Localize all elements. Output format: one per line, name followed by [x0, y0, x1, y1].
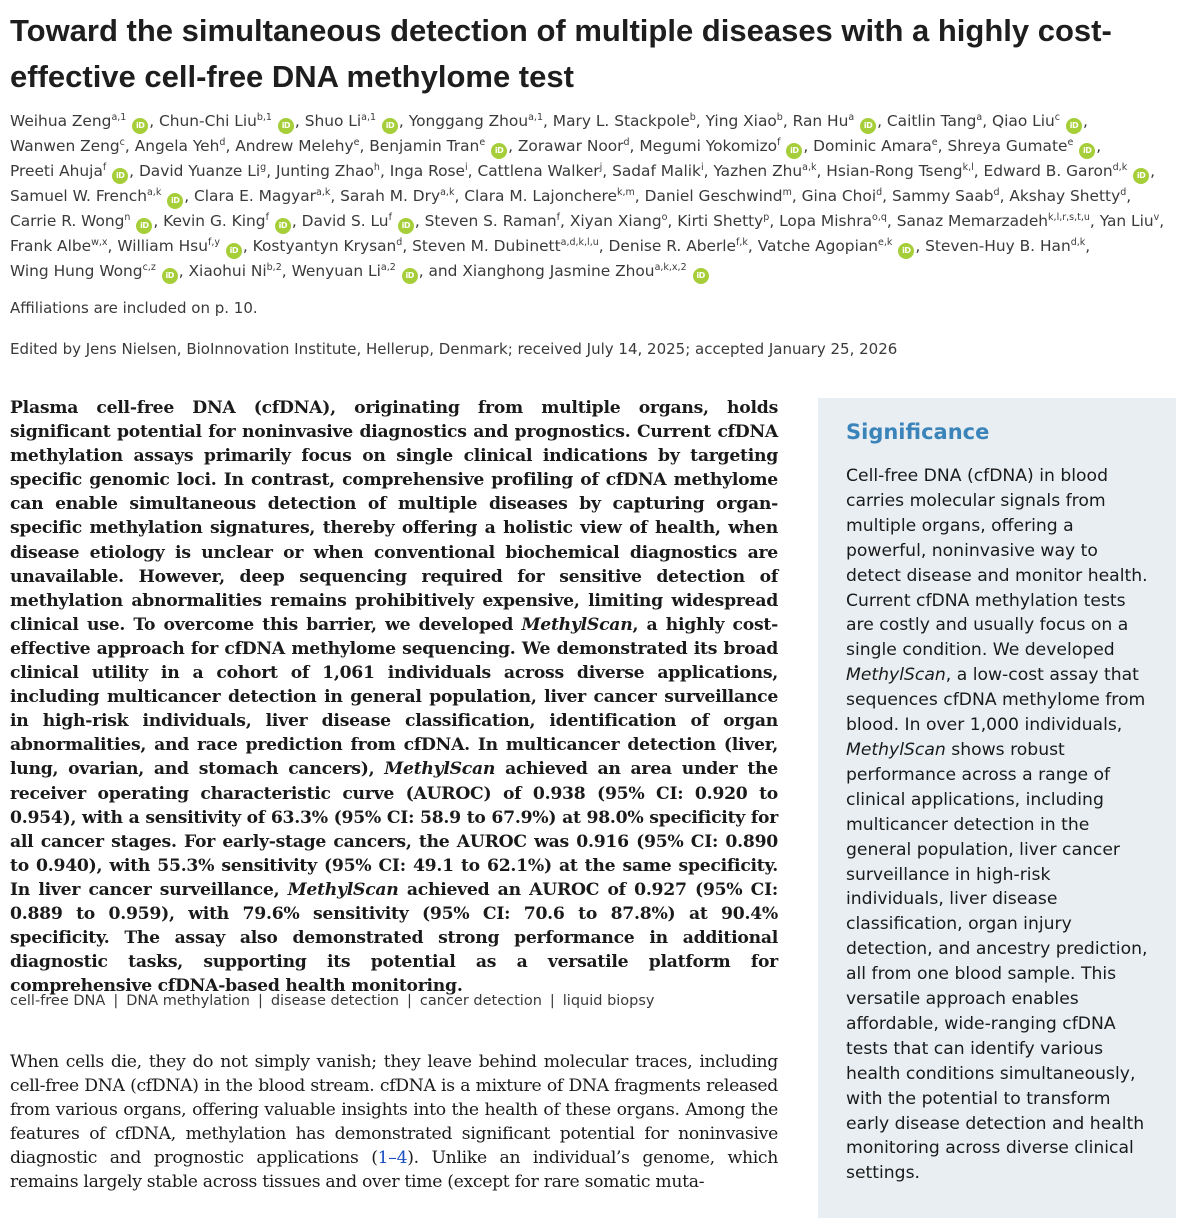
author[interactable]: Sadaf Malik$^i$ — [612, 162, 704, 180]
author[interactable]: Yonggang Zhou$^{a,1}$ — [408, 112, 543, 130]
author[interactable]: and Xianghong Jasmine Zhou$^{a,k,x,2}$ iD — [429, 262, 710, 280]
author-affiliation-marker: d — [1120, 187, 1127, 198]
author-affiliation-marker: a,k — [146, 187, 162, 198]
author[interactable]: Sammy Saab$^d$ — [891, 187, 1000, 205]
author[interactable]: Kirti Shetty$^p$ — [677, 212, 770, 230]
author-row: Samuel W. French$^{a,k}$ iD , Clara E. Magyar$^{a,k}$, Sarah M. Dry$^{a,k}$, Clara M. Lajonchere$^{k,m}$, Daniel Geschwind$^m$, Gina Choi$^d$, Sammy Saab$^d$, Akshay Shetty$^d$, — [10, 184, 1195, 209]
significance-line: Cell-free DNA (cfDNA) in blood — [846, 466, 1108, 486]
author-affiliation-marker: e — [353, 137, 360, 148]
orcid-icon[interactable]: iD — [898, 243, 914, 259]
keyword-list — [10, 993, 655, 1009]
orcid-icon[interactable]: iD — [398, 218, 414, 234]
author-affiliation-marker: a,2 — [380, 262, 396, 273]
author[interactable]: Qiao Liu$^c$ iD — [992, 112, 1083, 130]
keyword[interactable]: cell-free DNA — [10, 993, 106, 1009]
affiliations-note: Affiliations are included on p. 10. — [10, 299, 258, 317]
author[interactable]: Yan Liu$^v$ — [1099, 212, 1160, 230]
author-affiliation-marker: b,2 — [266, 262, 282, 273]
significance-line: early disease detection and health — [846, 1113, 1145, 1134]
author[interactable]: Ying Xiao$^b$ — [705, 112, 783, 130]
author[interactable]: Samuel W. French$^{a,k}$ iD — [10, 187, 184, 205]
author-affiliation-marker: a — [976, 112, 983, 123]
reference-link[interactable]: 1–4 — [377, 1148, 408, 1169]
significance-box — [818, 398, 1176, 1218]
author[interactable]: Clara E. Magyar$^{a,k}$ — [194, 187, 331, 205]
significance-line: individuals, liver disease — [846, 889, 1058, 910]
significance-line: settings. — [846, 1163, 921, 1184]
author-affiliation-marker: e — [931, 137, 938, 148]
author[interactable]: Junting Zhao$^h$ — [275, 162, 380, 180]
orcid-icon[interactable]: iD — [167, 193, 183, 209]
author[interactable]: Caitlin Tang$^a$ — [886, 112, 983, 130]
orcid-icon[interactable]: iD — [162, 268, 178, 284]
orcid-icon[interactable]: iD — [786, 143, 802, 159]
author-affiliation-marker: d — [993, 187, 1000, 198]
intro-paragraph — [10, 1050, 778, 1195]
author[interactable]: Carrie R. Wong$^n$ iD — [10, 212, 153, 230]
author-affiliation-marker: g — [260, 162, 267, 173]
author-affiliation-marker: d — [876, 187, 883, 198]
significance-line: single condition. We developed — [846, 640, 1115, 661]
author[interactable]: Frank Albe$^{w,x}$ — [10, 237, 108, 255]
italic-term: MethylScan — [846, 739, 946, 760]
significance-line: tests that can identify various — [846, 1038, 1104, 1059]
author-affiliation-marker: f — [102, 162, 107, 173]
orcid-icon[interactable]: iD — [491, 143, 507, 159]
author-affiliation-marker: o,q — [872, 212, 887, 223]
significance-line: detect disease and monitor health. — [846, 565, 1148, 586]
orcid-icon[interactable]: iD — [112, 168, 128, 184]
significance-line: clinical applications, including — [846, 789, 1104, 810]
author[interactable]: Cattlena Walker$^j$ — [477, 162, 603, 180]
significance-line: general population, liver cancer — [846, 839, 1120, 860]
author[interactable]: Sanaz Memarzadeh$^{k,l,r,s,t,u}$ — [896, 212, 1090, 230]
author[interactable]: Kostyantyn Krysan$^d$ — [252, 237, 403, 255]
author-affiliation-marker: i — [700, 162, 704, 173]
author-affiliation-marker: f,k — [736, 237, 748, 248]
keyword[interactable]: liquid biopsy — [562, 993, 655, 1009]
significance-line: carries molecular signals from — [846, 490, 1106, 511]
author[interactable]: Sarah M. Dry$^{a,k}$ — [340, 187, 455, 205]
author-affiliation-marker: a,1 — [361, 112, 377, 123]
significance-line: versatile approach enables — [846, 989, 1079, 1010]
italic-term: MethylScan — [287, 879, 399, 900]
keyword-separator: | — [549, 993, 555, 1009]
author-affiliation-marker: d — [623, 137, 630, 148]
italic-term: MethylScan — [384, 759, 496, 780]
author[interactable]: Ran Hu$^a$ iD — [793, 112, 878, 130]
keyword[interactable]: DNA methylation — [126, 993, 250, 1009]
author-affiliation-marker: a,1 — [528, 112, 543, 123]
editor-and-dates: Edited by Jens Nielsen, BioInnovation Institute, Hellerup, Denmark; received July 14, 2025; accepted January 25, 2026 — [10, 340, 898, 358]
keyword[interactable]: cancer detection — [419, 993, 542, 1009]
author-affiliation-marker: b — [689, 112, 696, 123]
significance-line: are costly and usually focus on a — [846, 615, 1129, 636]
author-affiliation-marker: a,k — [316, 187, 331, 198]
author-row: Preeti Ahuja$^f$ iD , David Yuanze Li$^g$, Junting Zhao$^h$, Inga Rose$^i$, Cattlena Walker$^j$, Sadaf Malik$^i$, Yazhen Zhu$^{a,k}$, Hsian-Rong Tseng$^{k,l}$, Edward B. Garon$^{d,k}$ iD , — [10, 159, 1195, 184]
author-affiliation-marker: c — [119, 137, 125, 148]
author-affiliation-marker: k,l,r,s,t,u — [1048, 212, 1090, 223]
author-affiliation-marker: b,1 — [256, 112, 272, 123]
italic-term: MethylScan — [846, 665, 946, 686]
author[interactable]: Daniel Geschwind$^m$ — [644, 187, 792, 205]
significance-heading: Significance — [846, 420, 990, 444]
orcid-icon[interactable]: iD — [693, 268, 709, 284]
article-title: Toward the simultaneous detection of multiple diseases with a highly cost-effective cell-free DNA methylome test — [10, 13, 1112, 94]
author-affiliation-marker: f — [556, 212, 561, 223]
author-affiliation-marker: i — [465, 162, 468, 173]
orcid-icon[interactable]: iD — [382, 118, 398, 134]
author-affiliation-marker: e — [1067, 137, 1074, 148]
keyword-separator: | — [257, 993, 263, 1009]
orcid-icon[interactable]: iD — [136, 218, 152, 234]
significance-line: affordable, wide-ranging cfDNA — [846, 1013, 1116, 1034]
keyword-separator: | — [113, 993, 119, 1009]
author[interactable]: William Hsu$^{f,y}$ iD — [117, 237, 243, 255]
italic-term: MethylScan — [521, 614, 633, 635]
author[interactable]: Andrew Melehy$^e$ — [235, 137, 360, 155]
author-row: Wing Hung Wong$^{c,z}$ iD , Xiaohui Ni$^{b,2}$, Wenyuan Li$^{a,2}$ iD , and Xianghong Jasmine Zhou$^{a,k,x,2}$ iD — [10, 259, 1195, 284]
significance-line: powerful, noninvasive way to — [846, 540, 1098, 561]
author[interactable]: David S. Lu$^f$ iD — [302, 212, 415, 230]
significance-line: multicancer detection in the — [846, 814, 1090, 835]
author-affiliation-marker: c,z — [142, 262, 156, 273]
author-affiliation-marker: k,l — [962, 162, 974, 173]
abstract-text: Plasma cell-free DNA (cfDNA), originating from multiple organs, holds significant potential for noninvasive diagnostics and prognostics. Current cfDNA methylation assays primarily focus on single clinical indications by targeting specific genomic loci. In contrast, comprehensive profiling of cfDNA methylome can enable simultaneous detection of multiple diseases by capturing organ-specific methylation signatures, thereby offering a holistic view of health, when disease etiology is unclear or when conventional biochemical diagnostics are unavailable. However, deep sequencing required for sensitive detection of methylation abnormalities remains prohibitively expensive, limiting widespread clinical use. To overcome this barrier, we developed MethylScan, a highly cost-effective approach for cfDNA methylome sequencing. We demonstrated its broad clinical utility in a cohort of 1,061 individuals across diverse applications, including multicancer detection in general population, liver cancer surveillance in high-risk individuals, liver disease classification, identification of organ abnormalities, and race prediction from cfDNA. In multicancer detection (liver, lung, ovarian, and stomach cancers), MethylScan achieved an area under the receiver operating characteristic curve (AUROC) of 0.938 (95% CI: 0.920 to 0.954), with a sensitivity of 63.3% (95% CI: 58.9 to 67.9%) at 98.0% specificity for all cancer stages. For early-stage cancers, the AUROC was 0.916 (95% CI: 0.890 to 0.940), with 55.3% sensitivity (95% CI: 49.1 to 62.1%) at the same specificity. In liver cancer surveillance, MethylScan achieved an AUROC of 0.927 (95% CI: 0.889 to 0.959), with 79.6% sensitivity (95% CI: 70.6 to 87.8%) at 90.4% specificity. The assay also demonstrated strong performance in additional diagnostic tasks, supporting its potential as a versatile platform for comprehensive cfDNA-based health monitoring. — [10, 398, 778, 997]
author[interactable]: Chun-Chi Liu$^{b,1}$ iD — [159, 112, 295, 130]
author-affiliation-marker: d — [396, 237, 403, 248]
significance-line: health conditions simultaneously, — [846, 1063, 1136, 1084]
significance-line: Current cfDNA methylation tests — [846, 590, 1126, 611]
author-affiliation-marker: c — [1054, 112, 1061, 123]
author-affiliation-marker: d — [219, 137, 226, 148]
orcid-icon[interactable]: iD — [402, 268, 418, 284]
author[interactable]: Inga Rose$^i$ — [389, 162, 468, 180]
author[interactable]: Gina Choi$^d$ — [801, 187, 883, 205]
orcid-icon[interactable]: iD — [1079, 143, 1095, 159]
author-affiliation-marker: a,1 — [111, 112, 127, 123]
author[interactable]: Zorawar Noor$^d$ — [517, 137, 630, 155]
keyword[interactable]: disease detection — [270, 993, 399, 1009]
orcid-icon[interactable]: iD — [226, 243, 242, 259]
orcid-icon[interactable]: iD — [275, 218, 291, 234]
author[interactable]: Benjamin Tran$^e$ iD — [369, 137, 508, 155]
author-affiliation-marker: a,k — [440, 187, 455, 198]
author[interactable]: Preeti Ahuja$^f$ iD — [10, 162, 129, 180]
author[interactable]: Akshay Shetty$^d$ — [1009, 187, 1127, 205]
author[interactable]: Dominic Amara$^e$ — [813, 137, 938, 155]
author-affiliation-marker: p — [763, 212, 770, 223]
author[interactable]: Yazhen Zhu$^{a,k}$ — [713, 162, 817, 180]
significance-line: multiple organs, offering a — [846, 515, 1074, 536]
author-row: Carrie R. Wong$^n$ iD , Kevin G. King$^f$ iD , David S. Lu$^f$ iD , Steven S. Raman$^f$, Xiyan Xiang$^o$, Kirti Shetty$^p$, Lopa Mishra$^{o,q}$, Sanaz Memarzadeh$^{k,l,r,s,t,u}$, Yan Liu$^v$, — [10, 209, 1195, 234]
author-row: Weihua Zeng$^{a,1}$ iD , Chun-Chi Liu$^{b,1}$ iD , Shuo Li$^{a,1}$ iD , Yonggang Zhou$^{a,1}$, Mary L. Stackpole$^b$, Ying Xiao$^b$, Ran Hu$^a$ iD , Caitlin Tang$^a$, Qiao Liu$^c$ iD , — [10, 109, 1195, 134]
author-affiliation-marker: f — [265, 212, 269, 223]
author-affiliation-marker: f — [388, 212, 392, 223]
author[interactable]: Angela Yeh$^d$ — [134, 137, 226, 155]
author[interactable]: Lopa Mishra$^{o,q}$ — [779, 212, 887, 230]
author[interactable]: Steven S. Raman$^f$ — [424, 212, 561, 230]
author-row: Frank Albe$^{w,x}$, William Hsu$^{f,y}$ iD , Kostyantyn Krysan$^d$, Steven M. Dubinett$^{a,d,k,l,u}$, Denise R. Aberle$^{f,k}$, Vatche Agopian$^{e,k}$ iD , Steven-Huy B. Han$^{d,k}$, — [10, 234, 1195, 259]
author[interactable]: Mary L. Stackpole$^b$ — [552, 112, 696, 130]
significance-line: all from one blood sample. This — [846, 964, 1117, 985]
author-affiliation-marker: k,m — [617, 187, 635, 198]
author-affiliation-marker: m — [782, 187, 792, 198]
author-affiliation-marker: a,d,k,l,u — [560, 237, 599, 248]
author[interactable]: Denise R. Aberle$^{f,k}$ — [608, 237, 748, 255]
author-list — [10, 109, 1195, 284]
author-affiliation-marker: e,k — [878, 237, 893, 248]
significance-line: with the potential to transform — [846, 1088, 1111, 1109]
author-affiliation-marker: f — [777, 137, 781, 148]
author[interactable]: Steven M. Dubinett$^{a,d,k,l,u}$ — [412, 237, 599, 255]
significance-line: MethylScan shows robust — [846, 739, 1065, 760]
author-affiliation-marker: f,y — [207, 237, 220, 248]
keyword-separator: | — [407, 993, 412, 1009]
author[interactable]: Weihua Zeng$^{a,1}$ iD — [10, 112, 149, 130]
author[interactable]: Megumi Yokomizo$^f$ iD — [639, 137, 803, 155]
orcid-icon[interactable]: iD — [1066, 118, 1082, 134]
author[interactable]: Shuo Li$^{a,1}$ iD — [305, 112, 399, 130]
author-affiliation-marker: d,k — [1070, 237, 1086, 248]
author[interactable]: Wenyuan Li$^{a,2}$ iD — [292, 262, 419, 280]
orcid-icon[interactable]: iD — [860, 118, 876, 134]
significance-line: detection, and ancestry prediction, — [846, 939, 1148, 960]
author[interactable]: Xiaohui Ni$^{b,2}$ — [188, 262, 282, 280]
author-affiliation-marker: j — [599, 162, 603, 173]
author-affiliation-marker: e — [479, 137, 486, 148]
author-affiliation-marker: a,k,x,2 — [654, 262, 687, 273]
orcid-icon[interactable]: iD — [1133, 168, 1149, 184]
author-affiliation-marker: v — [1153, 212, 1160, 223]
significance-line: classification, organ injury — [846, 914, 1072, 935]
author[interactable]: Xiyan Xiang$^o$ — [569, 212, 668, 230]
orcid-icon[interactable]: iD — [278, 118, 294, 134]
author[interactable]: Edward B. Garon$^{d,k}$ iD — [984, 162, 1151, 180]
orcid-icon[interactable]: iD — [132, 118, 148, 134]
author[interactable]: Vatche Agopian$^{e,k}$ iD — [758, 237, 916, 255]
author[interactable]: Clara M. Lajonchere$^{k,m}$ — [464, 187, 635, 205]
author-affiliation-marker: n — [124, 212, 131, 223]
author[interactable]: David Yuanze Li$^g$ — [138, 162, 267, 180]
author-affiliation-marker: b — [776, 112, 783, 123]
author[interactable]: Kevin G. King$^f$ iD — [163, 212, 292, 230]
significance-text — [846, 464, 1166, 1186]
author-affiliation-marker: a,k — [802, 162, 817, 173]
author[interactable]: Wanwen Zeng$^c$ — [10, 137, 125, 155]
significance-line: blood. In over 1,000 individuals, — [846, 715, 1123, 736]
author-affiliation-marker: h — [373, 162, 380, 173]
author-affiliation-marker: w,x — [91, 237, 108, 248]
intro-text-before: When cells die, they do not simply vanish; they leave behind molecular traces, including cell-free DNA (cfDNA) in the blood stream. cfDNA is a mixture of DNA fragments released from various organs, offering valuable insights into the health of these organs. Among the features of cfDNA, methylation has demonstrated significant potential for noninvasive diagnostic and prognostic applications ( — [10, 1052, 778, 1169]
intro-text-after: ). Unlike an individual’s genome, which remains largely stable across tissues and over time (except for rare somatic muta- — [10, 1148, 779, 1193]
author[interactable]: Wing Hung Wong$^{c,z}$ iD — [10, 262, 179, 280]
author-affiliation-marker: d,k — [1112, 162, 1128, 173]
significance-line: surveillance in high-risk — [846, 864, 1051, 885]
significance-line: sequences cfDNA methylome from — [846, 690, 1146, 711]
significance-line: MethylScan, a low-cost assay that — [846, 665, 1139, 686]
author[interactable]: Shreya Gumate$^e$ iD — [947, 137, 1096, 155]
author[interactable]: Hsian-Rong Tseng$^{k,l}$ — [826, 162, 974, 180]
author-affiliation-marker: o — [661, 212, 668, 223]
significance-line: performance across a range of — [846, 764, 1111, 785]
significance-line: monitoring across diverse clinical — [846, 1138, 1134, 1159]
author-affiliation-marker: a — [848, 112, 855, 123]
author-row: Wanwen Zeng$^c$, Angela Yeh$^d$, Andrew Melehy$^e$, Benjamin Tran$^e$ iD , Zorawar Noor$^d$, Megumi Yokomizo$^f$ iD , Dominic Amara$^e$, Shreya Gumate$^e$ iD , — [10, 134, 1195, 159]
author[interactable]: Steven-Huy B. Han$^{d,k}$ — [925, 237, 1086, 255]
